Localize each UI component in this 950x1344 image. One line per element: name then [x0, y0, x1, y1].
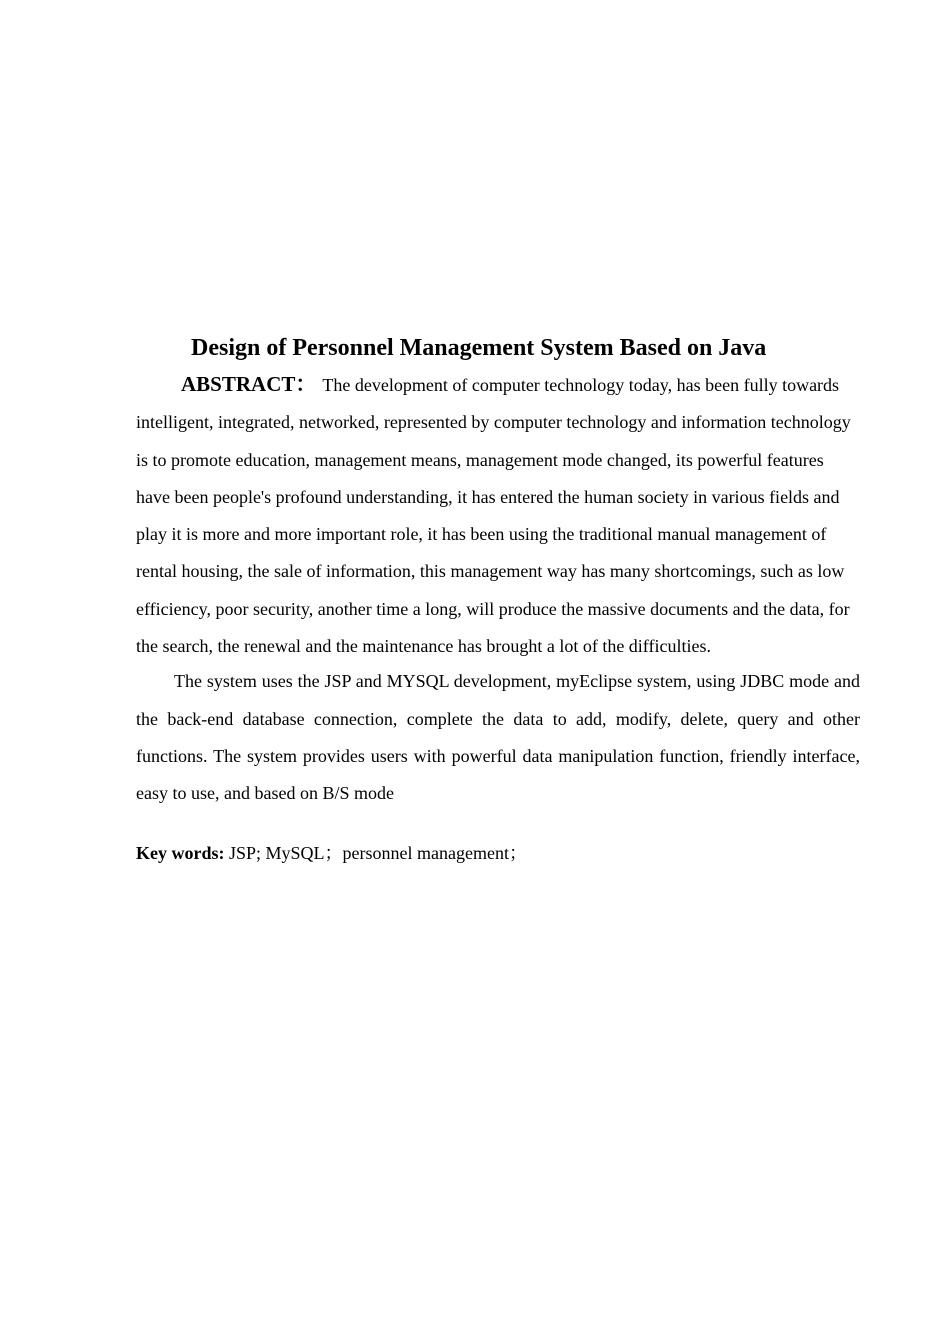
abstract-separator: ： [295, 372, 317, 396]
keywords-line [136, 835, 860, 872]
document-content [136, 330, 860, 872]
abstract-paragraph [136, 366, 860, 665]
keywords-label: Key words: [136, 842, 225, 863]
keywords-text: JSP; MySQL；personnel management； [224, 842, 527, 863]
abstract-paragraph-2: The system uses the JSP and MYSQL development, myEclipse system, using JDBC mode and the back-end database connection, complete the data to add, modify, delete, query and other functions. The system provides users with powerful data manipulation function, friendly interface, easy to use, and based on B/S mode [136, 671, 860, 804]
document-title: Design of Personnel Management System Based on Java [191, 335, 767, 361]
abstract-label: ABSTRACT [181, 372, 296, 396]
abstract-text: The development of computer technology today, has been fully towards intelligent, integrated, networked, represented by computer technology and information technology is to promote education, management means, management mode changed, its powerful features have been people's profound understanding, it has entered the human society in various fields and play it is more and more important role, it has been using the traditional manual management of rental housing, the sale of information, this management way has many shortcomings, such as low efficiency, poor security, another time a long, will produce the massive documents and the data, for the search, the renewal and the maintenance has brought a lot of the difficulties. [136, 375, 851, 657]
